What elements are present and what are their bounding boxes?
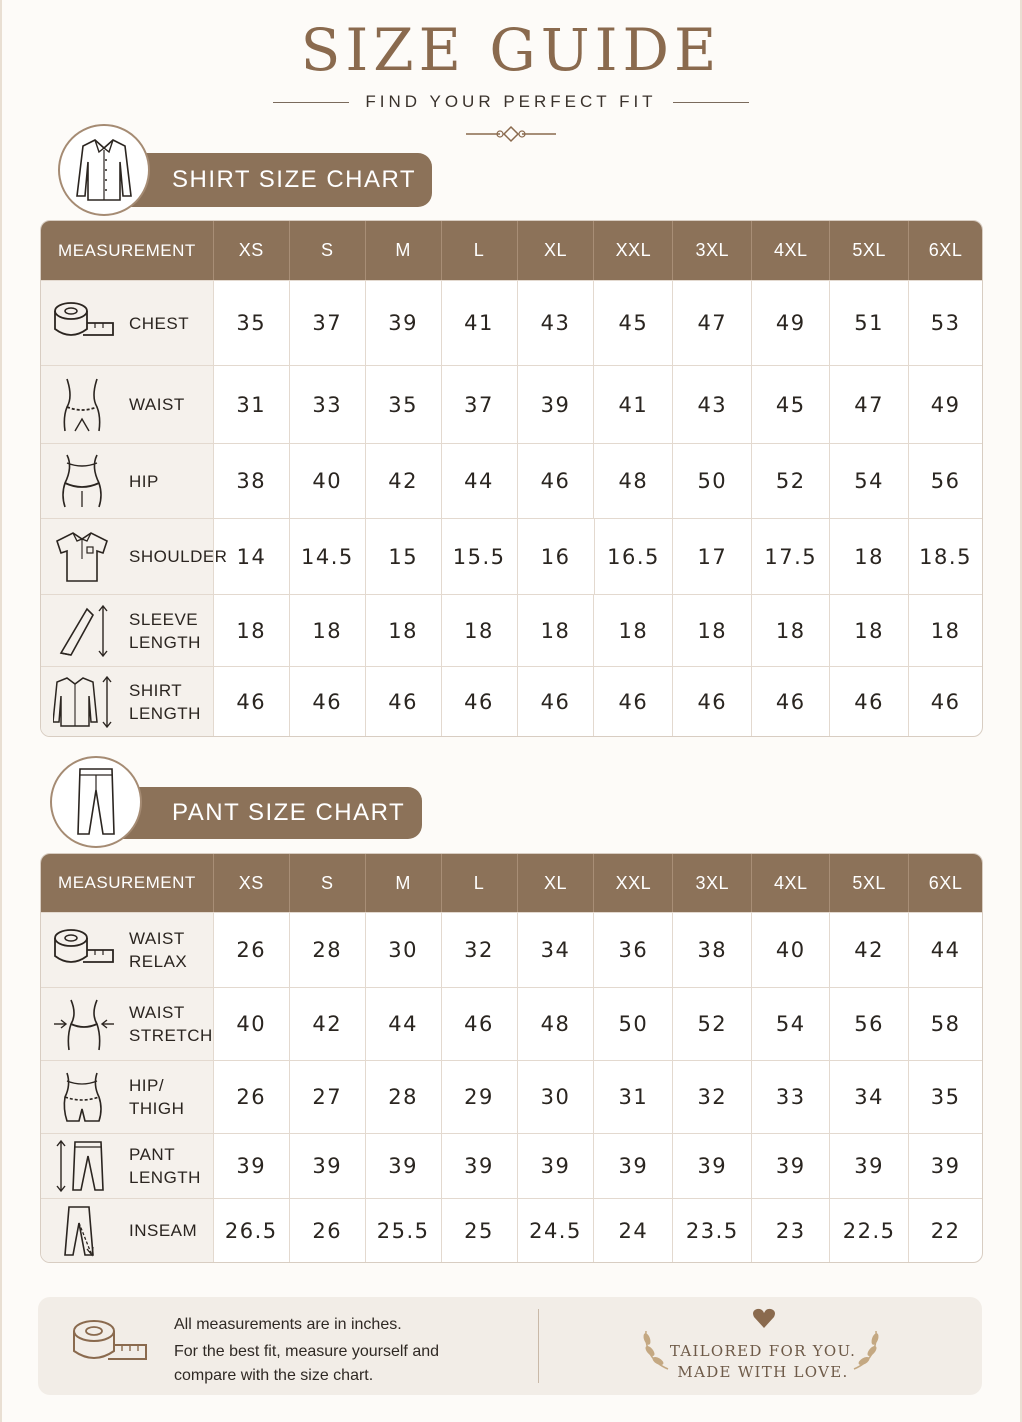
column-header: S xyxy=(289,221,365,280)
size-value-cell: 26 xyxy=(289,1199,365,1262)
sleeve-icon xyxy=(53,603,115,659)
size-value-cell: 45 xyxy=(751,366,829,443)
pant-length-icon xyxy=(53,1138,115,1194)
shirt-table-header xyxy=(41,221,982,280)
table-row xyxy=(41,443,982,518)
page-edge-left xyxy=(0,0,2,1422)
measurement-label-cell xyxy=(41,988,213,1060)
ornament-icon xyxy=(466,122,556,146)
measurement-label: SHOULDER xyxy=(129,547,228,566)
measurement-label: SHIRT LENGTH xyxy=(129,680,201,723)
pants-icon xyxy=(50,756,142,848)
column-header: 6XL xyxy=(908,854,982,912)
size-value-cell: 46 xyxy=(441,988,517,1060)
size-value-cell: 26 xyxy=(213,913,289,987)
table-row xyxy=(41,912,982,987)
size-value-cell: 31 xyxy=(213,366,289,443)
size-value-cell: 18 xyxy=(213,595,289,666)
size-value-cell: 50 xyxy=(593,988,672,1060)
waist-icon xyxy=(53,377,115,433)
size-value-cell: 39 xyxy=(289,1134,365,1198)
column-header: M xyxy=(365,854,441,912)
size-value-cell: 47 xyxy=(829,366,908,443)
tshirt-icon xyxy=(53,529,115,585)
shirt-section-title: SHIRT SIZE CHART xyxy=(172,166,417,193)
footer-tagline xyxy=(668,1341,858,1383)
page-subtitle: FIND YOUR PERFECT FIT xyxy=(365,92,657,111)
size-value-cell: 18 xyxy=(829,519,908,594)
size-value-cell: 26 xyxy=(213,1061,289,1133)
size-value-cell: 34 xyxy=(517,913,594,987)
pant-section-banner xyxy=(120,787,422,839)
size-value-cell: 37 xyxy=(441,366,517,443)
size-value-cell: 39 xyxy=(517,1134,594,1198)
shirt-length-icon xyxy=(53,674,115,730)
size-value-cell: 46 xyxy=(517,444,594,518)
size-value-cell: 28 xyxy=(365,1061,441,1133)
size-value-cell: 40 xyxy=(213,988,289,1060)
size-value-cell: 35 xyxy=(908,1061,982,1133)
measurement-label-cell xyxy=(41,281,213,365)
size-value-cell: 38 xyxy=(672,913,751,987)
size-value-cell: 53 xyxy=(908,281,982,365)
shirt-icon xyxy=(58,124,150,216)
size-value-cell: 49 xyxy=(908,366,982,443)
measurement-label-cell xyxy=(41,1134,213,1198)
size-value-cell: 46 xyxy=(908,667,982,736)
measurement-label-cell xyxy=(41,1061,213,1133)
size-value-cell: 39 xyxy=(593,1134,672,1198)
size-value-cell: 27 xyxy=(289,1061,365,1133)
size-value-cell: 46 xyxy=(213,667,289,736)
size-value-cell: 35 xyxy=(213,281,289,365)
pant-table-body xyxy=(41,912,982,1262)
size-value-cell: 18 xyxy=(672,595,751,666)
measurement-label: HIP xyxy=(129,471,159,491)
measuring-tape-icon xyxy=(53,922,115,978)
measurement-label: HIP/ THIGH xyxy=(129,1076,185,1118)
size-value-cell: 36 xyxy=(593,913,672,987)
size-value-cell: 14.5 xyxy=(289,519,365,594)
size-value-cell: 17.5 xyxy=(751,519,829,594)
measurement-label-cell xyxy=(41,913,213,987)
size-value-cell: 16.5 xyxy=(594,519,673,594)
hip-icon xyxy=(53,453,115,509)
size-value-cell: 46 xyxy=(517,667,594,736)
size-value-cell: 38 xyxy=(213,444,289,518)
column-header: MEASUREMENT xyxy=(58,873,196,892)
column-header: 4XL xyxy=(751,221,829,280)
size-value-cell: 39 xyxy=(672,1134,751,1198)
subtitle-rule-right xyxy=(673,102,749,103)
size-value-cell: 32 xyxy=(441,913,517,987)
footer-divider xyxy=(538,1309,539,1383)
size-value-cell: 37 xyxy=(289,281,365,365)
size-value-cell: 33 xyxy=(751,1061,829,1133)
size-value-cell: 54 xyxy=(751,988,829,1060)
pant-section-title: PANT SIZE CHART xyxy=(172,799,406,826)
size-value-cell: 42 xyxy=(365,444,441,518)
size-value-cell: 44 xyxy=(365,988,441,1060)
measurement-label: PANT LENGTH xyxy=(129,1145,201,1187)
column-header: 6XL xyxy=(908,221,982,280)
waist-stretch-icon xyxy=(53,996,115,1052)
size-value-cell: 46 xyxy=(829,667,908,736)
size-value-cell: 30 xyxy=(517,1061,594,1133)
measuring-tape-icon xyxy=(72,1315,148,1375)
measurement-label: CHEST xyxy=(129,313,190,333)
size-value-cell: 35 xyxy=(365,366,441,443)
size-value-cell: 56 xyxy=(908,444,982,518)
pant-table-header xyxy=(41,854,982,912)
size-value-cell: 52 xyxy=(672,988,751,1060)
column-header: MEASUREMENT xyxy=(58,240,196,260)
size-value-cell: 40 xyxy=(289,444,365,518)
subtitle-rule-left xyxy=(273,102,349,103)
column-header: 4XL xyxy=(751,854,829,912)
size-value-cell: 39 xyxy=(441,1134,517,1198)
size-value-cell: 39 xyxy=(751,1134,829,1198)
footer-text xyxy=(174,1313,474,1388)
footer-note-units: All measurements are in inches. xyxy=(174,1316,402,1333)
measurement-label-cell xyxy=(41,444,213,518)
size-value-cell: 39 xyxy=(908,1134,982,1198)
size-value-cell: 26.5 xyxy=(213,1199,289,1262)
size-value-cell: 43 xyxy=(517,281,594,365)
measurement-label-cell xyxy=(41,519,228,594)
table-row xyxy=(41,594,982,666)
size-value-cell: 22 xyxy=(908,1199,982,1262)
column-header: S xyxy=(289,854,365,912)
size-value-cell: 43 xyxy=(672,366,751,443)
measuring-tape-icon xyxy=(53,295,115,351)
measurement-label-cell xyxy=(41,366,213,443)
size-value-cell: 18 xyxy=(908,595,982,666)
shirt-section-banner xyxy=(128,153,432,207)
table-row xyxy=(41,365,982,443)
table-row xyxy=(41,666,982,736)
hip-thigh-icon xyxy=(53,1069,115,1125)
size-value-cell: 46 xyxy=(441,667,517,736)
measurement-label: WAIST RELAX xyxy=(129,929,188,971)
table-row xyxy=(41,518,982,594)
column-header: M xyxy=(365,221,441,280)
size-value-cell: 46 xyxy=(593,667,672,736)
shirt-size-table xyxy=(40,220,983,737)
size-value-cell: 46 xyxy=(289,667,365,736)
laurel-right-icon xyxy=(848,1327,884,1371)
size-value-cell: 40 xyxy=(751,913,829,987)
size-value-cell: 18 xyxy=(751,595,829,666)
column-header: XS xyxy=(213,854,289,912)
shirt-table-body xyxy=(41,280,982,736)
size-value-cell: 17 xyxy=(672,519,751,594)
table-row xyxy=(41,987,982,1060)
inseam-icon xyxy=(53,1203,115,1259)
column-header: XXL xyxy=(593,221,672,280)
size-value-cell: 18.5 xyxy=(908,519,982,594)
size-value-cell: 32 xyxy=(672,1061,751,1133)
column-header: 3XL xyxy=(672,221,751,280)
size-value-cell: 54 xyxy=(829,444,908,518)
size-value-cell: 49 xyxy=(751,281,829,365)
column-header: L xyxy=(441,221,517,280)
size-value-cell: 34 xyxy=(829,1061,908,1133)
footer-note-fit: For the best fit, measure yourself and compare with the size chart. xyxy=(174,1343,440,1384)
subtitle-row xyxy=(0,92,1022,112)
measurement-label: SLEEVE LENGTH xyxy=(129,609,201,652)
size-value-cell: 25 xyxy=(441,1199,517,1262)
size-value-cell: 14 xyxy=(213,519,289,594)
heart-icon xyxy=(752,1307,776,1329)
size-value-cell: 15.5 xyxy=(441,519,517,594)
tagline-line-2: MADE WITH LOVE. xyxy=(677,1363,849,1381)
column-header: XXL xyxy=(593,854,672,912)
size-value-cell: 42 xyxy=(829,913,908,987)
size-value-cell: 58 xyxy=(908,988,982,1060)
size-value-cell: 39 xyxy=(365,1134,441,1198)
size-value-cell: 18 xyxy=(289,595,365,666)
size-value-cell: 25.5 xyxy=(365,1199,441,1262)
column-header: 5XL xyxy=(829,221,908,280)
measurement-label-cell xyxy=(41,667,213,736)
size-value-cell: 51 xyxy=(829,281,908,365)
size-value-cell: 18 xyxy=(829,595,908,666)
size-value-cell: 39 xyxy=(829,1134,908,1198)
column-header: XL xyxy=(517,854,594,912)
table-row xyxy=(41,1133,982,1198)
size-value-cell: 46 xyxy=(751,667,829,736)
size-value-cell: 29 xyxy=(441,1061,517,1133)
size-value-cell: 18 xyxy=(365,595,441,666)
size-value-cell: 42 xyxy=(289,988,365,1060)
size-value-cell: 23.5 xyxy=(672,1199,751,1262)
size-value-cell: 18 xyxy=(441,595,517,666)
size-value-cell: 23 xyxy=(751,1199,829,1262)
measurement-label: WAIST xyxy=(129,395,185,414)
size-value-cell: 28 xyxy=(289,913,365,987)
size-value-cell: 22.5 xyxy=(829,1199,908,1262)
size-value-cell: 45 xyxy=(593,281,672,365)
table-row xyxy=(41,1198,982,1262)
table-row xyxy=(41,280,982,365)
size-value-cell: 18 xyxy=(593,595,672,666)
column-header: XS xyxy=(213,221,289,280)
footer-note xyxy=(38,1297,982,1395)
size-value-cell: 46 xyxy=(672,667,751,736)
column-header: L xyxy=(441,854,517,912)
measurement-label: INSEAM xyxy=(129,1221,198,1240)
size-value-cell: 16 xyxy=(517,519,594,594)
size-value-cell: 31 xyxy=(593,1061,672,1133)
size-value-cell: 48 xyxy=(517,988,594,1060)
measurement-label-cell xyxy=(41,1199,213,1262)
pant-size-table xyxy=(40,853,983,1263)
measurement-label-cell xyxy=(41,595,213,666)
size-value-cell: 41 xyxy=(593,366,672,443)
size-value-cell: 46 xyxy=(365,667,441,736)
size-value-cell: 50 xyxy=(672,444,751,518)
tagline-line-1: TAILORED FOR YOU. xyxy=(669,1342,857,1360)
table-row xyxy=(41,1060,982,1133)
size-value-cell: 39 xyxy=(365,281,441,365)
size-value-cell: 39 xyxy=(517,366,594,443)
size-value-cell: 47 xyxy=(672,281,751,365)
size-value-cell: 24.5 xyxy=(517,1199,594,1262)
measurement-label: WAIST STRETCH xyxy=(129,1003,213,1045)
page-title: SIZE GUIDE xyxy=(300,16,722,84)
size-value-cell: 52 xyxy=(751,444,829,518)
size-value-cell: 44 xyxy=(908,913,982,987)
column-header: 3XL xyxy=(672,854,751,912)
size-value-cell: 24 xyxy=(593,1199,672,1262)
size-value-cell: 41 xyxy=(441,281,517,365)
size-value-cell: 18 xyxy=(517,595,594,666)
size-value-cell: 44 xyxy=(441,444,517,518)
size-value-cell: 15 xyxy=(365,519,441,594)
size-value-cell: 56 xyxy=(829,988,908,1060)
size-value-cell: 39 xyxy=(213,1134,289,1198)
column-header: 5XL xyxy=(829,854,908,912)
size-value-cell: 48 xyxy=(593,444,672,518)
size-value-cell: 33 xyxy=(289,366,365,443)
column-header: XL xyxy=(517,221,594,280)
size-value-cell: 30 xyxy=(365,913,441,987)
